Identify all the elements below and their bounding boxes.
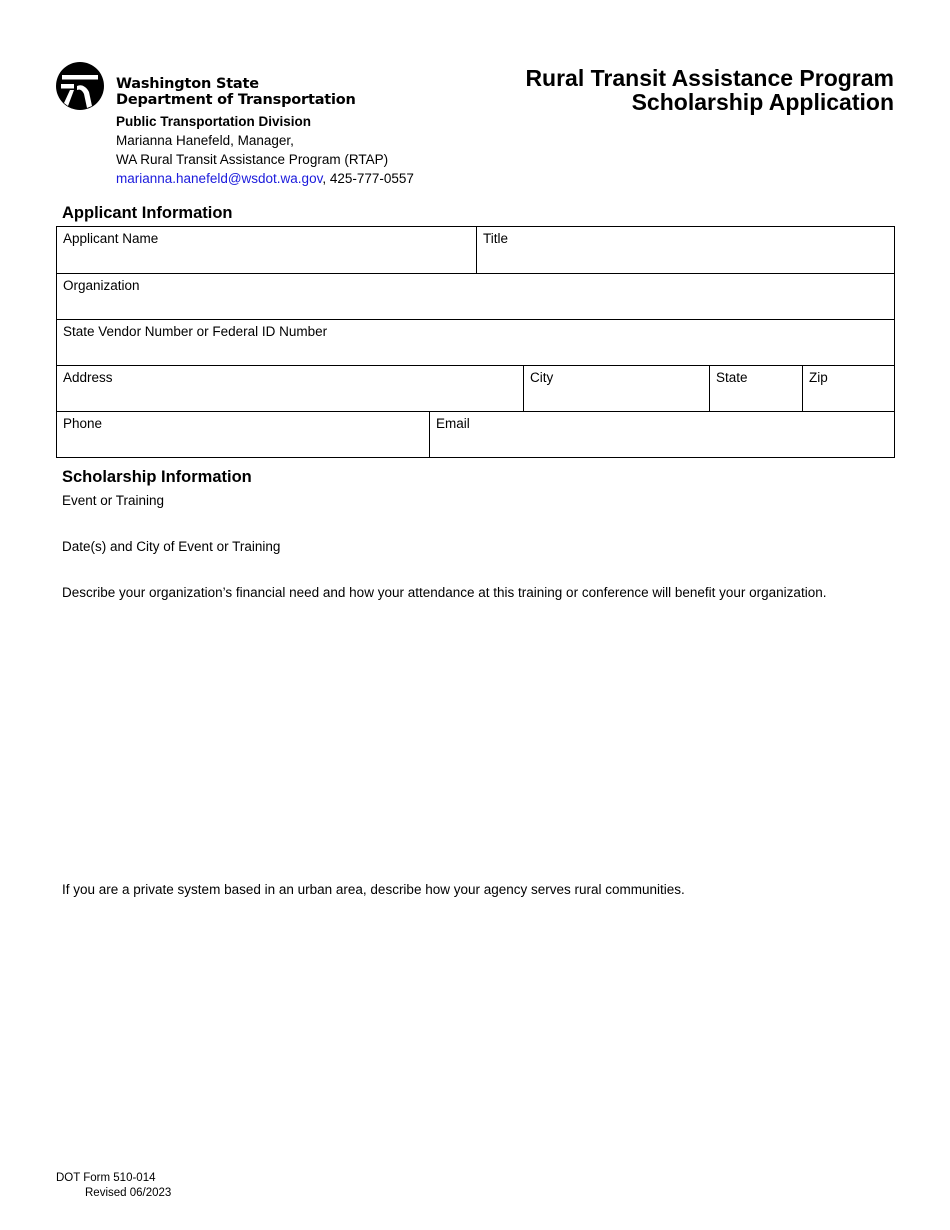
event-dates-label: Date(s) and City of Event or Training xyxy=(62,539,281,554)
applicant-row-5 xyxy=(57,411,894,457)
applicant-row-3 xyxy=(57,319,894,365)
event-input[interactable] xyxy=(62,512,895,532)
title-input[interactable] xyxy=(483,251,888,269)
title-label: Title xyxy=(483,231,509,246)
title-cell xyxy=(476,227,894,273)
address-input[interactable] xyxy=(63,389,517,407)
applicant-name-input[interactable] xyxy=(63,251,470,269)
email-input[interactable] xyxy=(436,435,888,453)
address-label: Address xyxy=(63,370,113,385)
rural-service-label: If you are a private system based in an urban area, describe how your agency serves rural communities. xyxy=(62,882,685,897)
contact-email-link[interactable]: marianna.hanefeld@wsdot.wa.gov xyxy=(116,171,323,186)
form-footer xyxy=(56,1171,171,1201)
applicant-name-cell xyxy=(57,227,476,273)
state-label: State xyxy=(716,370,748,385)
phone-cell xyxy=(57,412,429,457)
contact-line xyxy=(116,169,414,188)
phone-input[interactable] xyxy=(63,435,423,453)
applicant-row-2 xyxy=(57,273,894,319)
zip-input[interactable] xyxy=(809,389,888,407)
applicant-row-4 xyxy=(57,365,894,411)
agency-name-line1: Washington State xyxy=(116,76,259,92)
address-cell xyxy=(57,366,523,411)
form-title-line1: Rural Transit Assistance Program xyxy=(525,65,894,91)
city-input[interactable] xyxy=(530,389,703,407)
city-label: City xyxy=(530,370,554,385)
state-input[interactable] xyxy=(716,389,796,407)
vendor-number-input[interactable] xyxy=(63,343,888,361)
form-title-line2: Scholarship Application xyxy=(631,89,894,115)
event-label: Event or Training xyxy=(62,493,165,508)
phone-label: Phone xyxy=(63,416,103,431)
revision-date: Revised 06/2023 xyxy=(85,1187,172,1199)
form-number: DOT Form 510-014 xyxy=(56,1172,156,1184)
agency-name-line2: Department of Transportation xyxy=(116,92,356,108)
organization-label: Organization xyxy=(63,278,140,293)
vendor-number-cell xyxy=(57,320,894,365)
email-label: Email xyxy=(436,416,470,431)
applicant-information-table xyxy=(56,226,895,458)
organization-cell xyxy=(57,274,894,319)
contact-block xyxy=(116,112,414,188)
financial-need-textarea[interactable] xyxy=(62,606,895,872)
rural-service-textarea[interactable] xyxy=(62,903,895,1158)
scholarship-information-heading: Scholarship Information xyxy=(62,468,252,486)
applicant-row-1 xyxy=(57,227,894,273)
applicant-information-heading: Applicant Information xyxy=(62,204,233,222)
vendor-number-label: State Vendor Number or Federal ID Number xyxy=(63,324,328,339)
event-dates-input[interactable] xyxy=(62,558,895,578)
applicant-name-label: Applicant Name xyxy=(63,231,159,246)
financial-need-label: Describe your organization’s financial need and how your attendance at this training or conference will benefit your organization. xyxy=(62,585,827,600)
program-name: WA Rural Transit Assistance Program (RTAP) xyxy=(116,152,389,167)
wsdot-logo-icon xyxy=(56,62,104,110)
contact-phone: , 425-777-0557 xyxy=(322,171,414,186)
zip-cell xyxy=(802,366,894,411)
city-cell xyxy=(523,366,709,411)
agency-name xyxy=(116,76,356,108)
organization-input[interactable] xyxy=(63,297,888,315)
division-name: Public Transportation Division xyxy=(116,114,312,129)
zip-label: Zip xyxy=(809,370,828,385)
contact-name: Marianna Hanefeld, Manager, xyxy=(116,133,294,148)
form-title xyxy=(525,66,894,114)
state-cell xyxy=(709,366,802,411)
email-cell xyxy=(429,412,894,457)
